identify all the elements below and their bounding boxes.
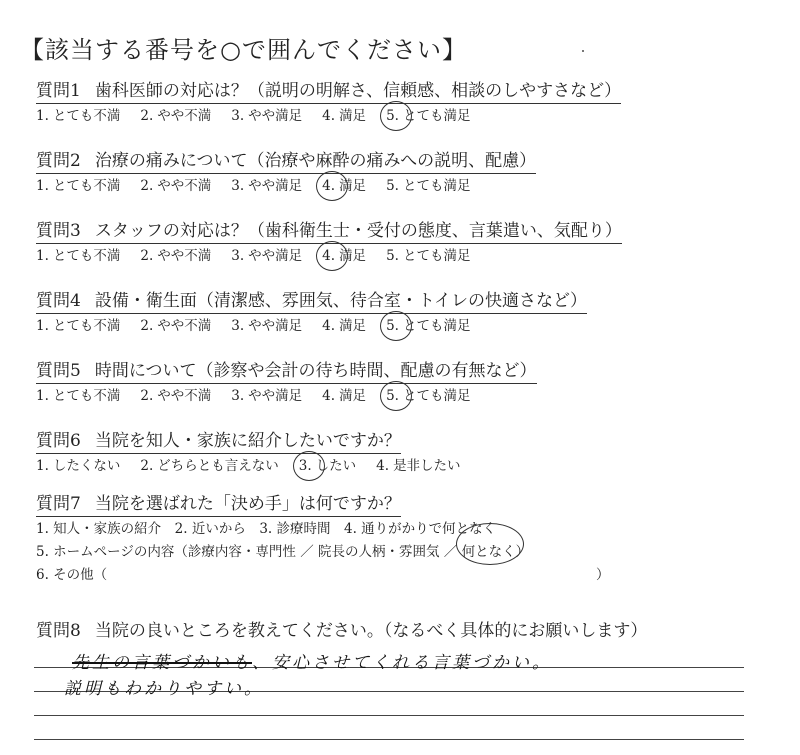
option-label: やや満足	[248, 388, 303, 404]
answer-options	[36, 317, 796, 335]
option-number: 1.	[36, 458, 49, 474]
answer-option-selected[interactable]	[386, 107, 470, 125]
question-7	[36, 493, 796, 584]
question-number: 質問6	[36, 431, 81, 451]
answer-option[interactable]	[36, 107, 120, 125]
answer-option[interactable]	[140, 247, 211, 265]
question-1-title	[36, 80, 621, 104]
option-label: やや不満	[157, 248, 212, 264]
option-number: 1.	[36, 388, 49, 404]
question-number: 質問4	[36, 291, 81, 311]
option-number: 5.	[386, 108, 399, 124]
answer-option[interactable]	[36, 317, 120, 335]
question-number: 質問5	[36, 361, 81, 381]
answer-option[interactable]	[231, 387, 302, 405]
option-label: どちらとも言えない	[157, 458, 279, 474]
answer-option[interactable]	[231, 247, 302, 265]
option-label: 満足	[339, 388, 367, 404]
option-label: とても満足	[402, 318, 471, 334]
option-label: とても不満	[52, 178, 121, 194]
option-label: とても満足	[402, 388, 471, 404]
question-6	[36, 430, 796, 475]
question-8-text: 当院の良いところを教えてください。（なるべく具体的にお願いします）	[94, 621, 648, 641]
option-label: 満足	[339, 318, 367, 334]
answer-text-1: 、安心させてくれる言葉づかい。	[252, 653, 552, 673]
question-2-title	[36, 150, 536, 174]
option-number: 4.	[322, 388, 336, 404]
stray-mark	[582, 50, 584, 52]
option-number: 3.	[231, 178, 245, 194]
option-label: やや不満	[157, 178, 212, 194]
q7-line2-suffix: ）	[515, 544, 530, 560]
option-label: やや満足	[248, 108, 303, 124]
question-text: 当院を知人・家族に紹介したいですか？	[94, 431, 401, 451]
handwritten-answer-line1	[72, 648, 552, 673]
option-number: 3.	[231, 248, 245, 264]
answer-option[interactable]	[140, 177, 211, 195]
question-8	[36, 620, 796, 643]
question-5	[36, 360, 796, 405]
option-number: 2.	[140, 458, 154, 474]
option-label: 是非したい	[393, 458, 461, 474]
option-number: 2.	[140, 388, 154, 404]
page-header: 【該当する番号を○で囲んでください】	[20, 36, 467, 64]
answer-option-selected[interactable]	[386, 317, 470, 335]
option-number: 4.	[376, 458, 390, 474]
answer-option[interactable]	[36, 457, 120, 475]
question-7-line2[interactable]	[36, 543, 796, 561]
option-label: やや満足	[248, 318, 303, 334]
option-label: とても満足	[402, 108, 471, 124]
q7-other-close: ）	[596, 567, 610, 583]
handwritten-answer-line2: 説明もわかりやすい。	[64, 679, 264, 699]
option-label: とても不満	[52, 108, 121, 124]
option-number: 2.	[140, 318, 154, 334]
option-number: 2.	[140, 108, 154, 124]
answer-options	[36, 247, 796, 265]
answer-option[interactable]	[36, 177, 120, 195]
option-number: 3.	[231, 108, 245, 124]
answer-options	[36, 457, 796, 475]
question-7-number: 質問7	[36, 494, 81, 514]
answer-option[interactable]	[140, 457, 278, 475]
option-label: したくない	[52, 458, 121, 474]
question-1	[36, 80, 796, 125]
question-5-title	[36, 360, 537, 384]
option-label: とても不満	[52, 318, 121, 334]
option-label: やや不満	[157, 318, 212, 334]
answer-option-selected[interactable]	[386, 387, 470, 405]
option-number: 4.	[322, 178, 336, 194]
question-7-line3[interactable]	[36, 566, 610, 584]
option-number: 5.	[386, 388, 399, 404]
option-label: とても満足	[402, 248, 471, 264]
answer-options	[36, 107, 796, 125]
answer-option[interactable]	[322, 107, 366, 125]
answer-option[interactable]	[322, 317, 366, 335]
answer-option[interactable]	[386, 177, 470, 195]
question-number: 質問2	[36, 151, 81, 171]
answer-option[interactable]	[322, 387, 366, 405]
q7-selected-phrase[interactable]: 何となく	[461, 544, 516, 560]
answer-option[interactable]	[140, 317, 211, 335]
question-text: 治療の痛みについて（治療や麻酔の痛みへの説明、配慮）	[94, 151, 537, 171]
question-6-title	[36, 430, 401, 454]
question-2	[36, 150, 796, 195]
question-text: 歯科医師の対応は？（説明の明解さ、信頼感、相談のしやすさなど）	[94, 81, 622, 101]
option-number: 3.	[231, 388, 245, 404]
question-text: 時間について（診察や会計の待ち時間、配慮の有無など）	[94, 361, 537, 381]
option-label: とても不満	[52, 388, 121, 404]
answer-line[interactable]	[34, 716, 744, 740]
option-number: 4.	[322, 108, 336, 124]
answer-options	[36, 177, 796, 195]
answer-option[interactable]	[36, 247, 120, 265]
answer-option-selected[interactable]	[322, 247, 366, 265]
question-4	[36, 290, 796, 335]
answer-option[interactable]	[376, 457, 460, 475]
question-number: 質問1	[36, 81, 81, 101]
q7-line2-prefix: 5. ホームページの内容（診療内容・専門性 ／ 院長の人柄・雰囲気 ／	[36, 544, 462, 560]
option-label: やや不満	[157, 108, 212, 124]
answer-option[interactable]	[140, 107, 211, 125]
option-number: 1.	[36, 108, 49, 124]
option-number: 3.	[298, 458, 312, 474]
answer-option[interactable]	[36, 387, 120, 405]
answer-option[interactable]	[231, 317, 302, 335]
option-number: 5.	[386, 318, 399, 334]
option-number: 5.	[386, 178, 399, 194]
question-8-title	[36, 620, 647, 643]
option-number: 2.	[140, 178, 154, 194]
question-8-number: 質問8	[36, 621, 81, 641]
answer-options	[36, 387, 796, 405]
option-number: 1.	[36, 318, 49, 334]
question-7-title	[36, 493, 401, 517]
answer-option[interactable]	[386, 247, 470, 265]
option-label: とても不満	[52, 248, 121, 264]
option-number: 2.	[140, 248, 154, 264]
answer-option[interactable]	[140, 387, 211, 405]
question-7-line1[interactable]: 1. 知人・家族の紹介 2. 近いから 3. 診療時間 4. 通りがかりで何となく	[36, 521, 497, 537]
question-text: スタッフの対応は？（歯科衛生士・受付の態度、言葉遣い、気配り）	[94, 221, 622, 241]
option-number: 4.	[322, 318, 336, 334]
option-label: 満足	[339, 248, 367, 264]
question-number: 質問3	[36, 221, 81, 241]
question-text: 設備・衛生面（清潔感、雰囲気、待合室・トイレの快適さなど）	[94, 291, 587, 311]
answer-option-selected[interactable]	[322, 177, 366, 195]
question-4-title	[36, 290, 587, 314]
option-label: 満足	[339, 108, 367, 124]
option-number: 1.	[36, 178, 49, 194]
option-number: 1.	[36, 248, 49, 264]
struck-text: 先生の言葉づかいも	[72, 653, 252, 673]
option-label: やや不満	[157, 388, 212, 404]
option-label: やや満足	[248, 178, 303, 194]
option-label: とても満足	[402, 178, 471, 194]
answer-option-selected[interactable]	[299, 457, 356, 475]
option-label: 満足	[339, 178, 367, 194]
option-number: 4.	[322, 248, 336, 264]
q7-other-label: 6. その他（	[36, 567, 108, 583]
question-3	[36, 220, 796, 265]
option-label: やや満足	[248, 248, 303, 264]
answer-option[interactable]	[231, 177, 302, 195]
answer-option[interactable]	[231, 107, 302, 125]
option-label: したい	[315, 458, 357, 474]
option-number: 5.	[386, 248, 399, 264]
option-number: 3.	[231, 318, 245, 334]
question-7-text: 当院を選ばれた「決め手」は何ですか？	[94, 494, 401, 514]
